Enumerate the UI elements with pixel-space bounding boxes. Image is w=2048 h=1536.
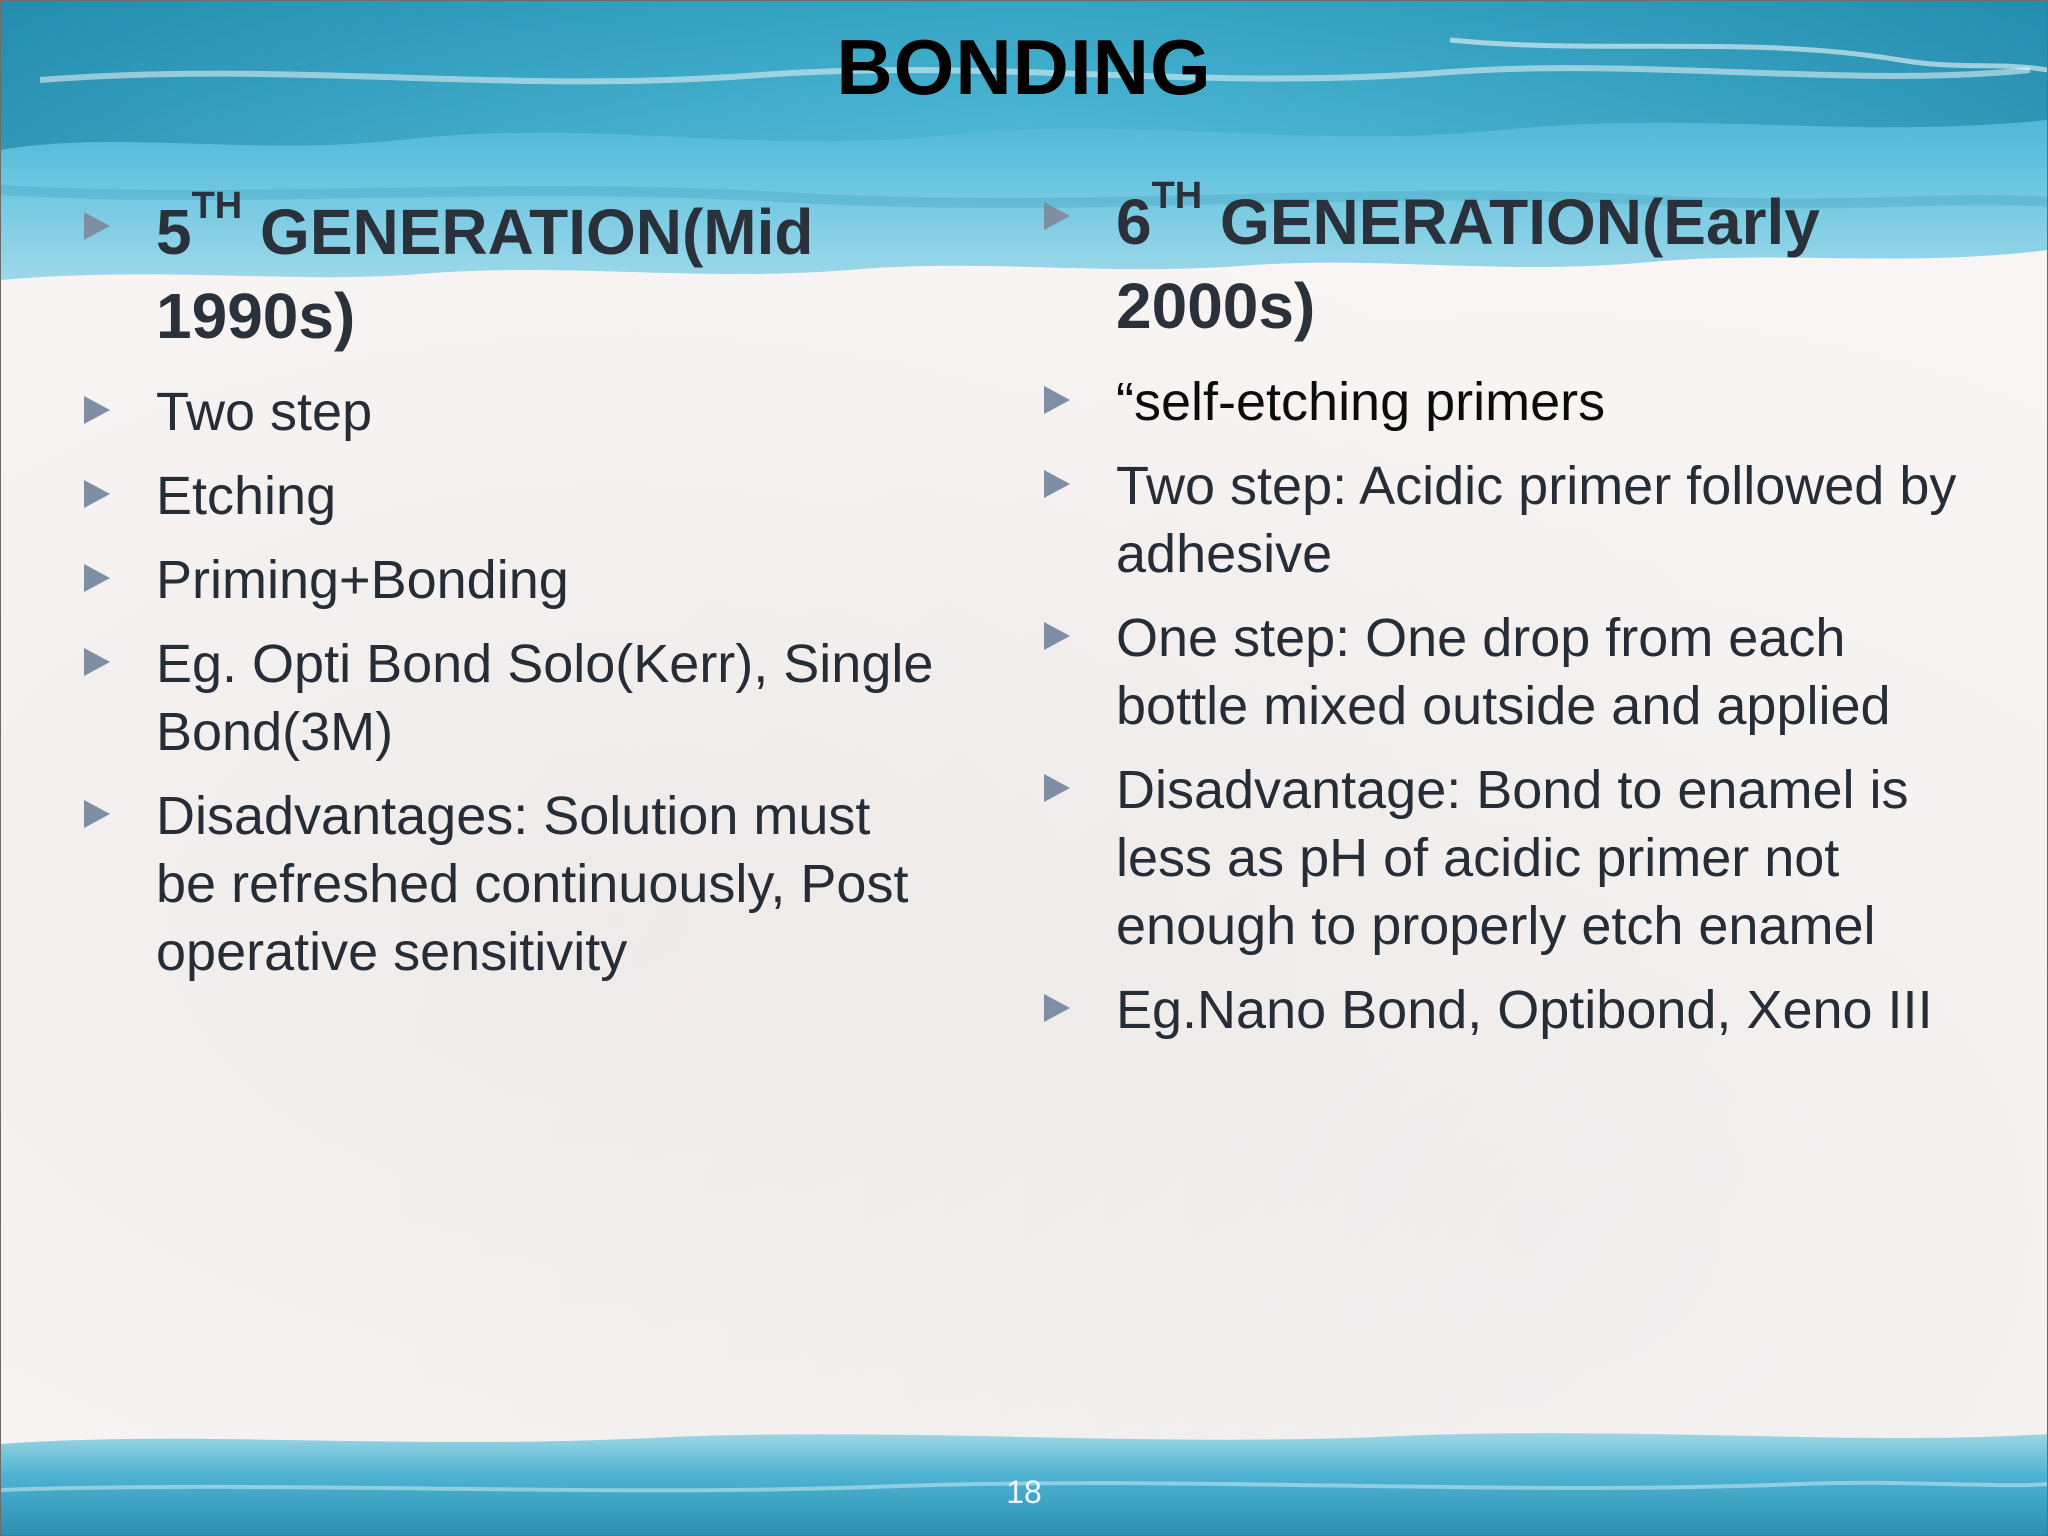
list-item	[1042, 756, 1962, 960]
left-column-list	[82, 185, 942, 1002]
bullet-arrow-icon	[1044, 470, 1070, 498]
list-item	[82, 782, 942, 986]
left-column-heading	[82, 185, 942, 358]
right-column-heading	[1042, 175, 1962, 348]
heading-text: GENERATION(Early 2000s)	[1116, 186, 1820, 342]
list-item	[82, 462, 942, 530]
list-item-text: Disadvantage: Bond to enamel is less as pH of acidic primer not enough to properly etch enamel	[1116, 760, 1909, 956]
list-item	[1042, 604, 1962, 740]
bullet-arrow-icon	[84, 564, 110, 592]
list-item	[1042, 368, 1962, 436]
bullet-arrow-icon	[1044, 202, 1070, 230]
heading-text: GENERATION(Mid 1990s)	[156, 196, 814, 352]
heading-superscript: TH	[1151, 175, 1203, 217]
list-item-text: “self-etching primers	[1116, 372, 1606, 432]
heading-number: 6	[1116, 186, 1152, 258]
list-item-text: Eg.Nano Bond, Optibond, Xeno III	[1116, 980, 1933, 1040]
list-item	[82, 630, 942, 766]
list-item-text: Two step: Acidic primer followed by adhesive	[1116, 456, 1957, 584]
list-item-text: Etching	[156, 466, 337, 526]
right-column-list	[1042, 175, 1962, 1060]
list-item-text: Two step	[156, 382, 373, 442]
list-item	[82, 378, 942, 446]
list-item-text: Disadvantages: Solution must be refreshed continuously, Post operative sensitivity	[156, 786, 909, 982]
bullet-arrow-icon	[84, 648, 110, 676]
bullet-arrow-icon	[1044, 774, 1070, 802]
list-item	[1042, 976, 1962, 1044]
bullet-arrow-icon	[84, 212, 110, 240]
heading-number: 5	[156, 196, 192, 268]
list-item	[82, 546, 942, 614]
bullet-arrow-icon	[84, 800, 110, 828]
page-number: 18	[1006, 1474, 1042, 1510]
heading-superscript: TH	[191, 185, 243, 227]
bullet-arrow-icon	[1044, 622, 1070, 650]
list-item-text: One step: One drop from each bottle mixed outside and applied	[1116, 608, 1891, 736]
list-item	[1042, 452, 1962, 588]
bullet-arrow-icon	[1044, 386, 1070, 414]
slide-title: BONDING	[836, 23, 1212, 111]
list-item-text: Eg. Opti Bond Solo(Kerr), Single Bond(3M)	[156, 634, 934, 762]
bullet-arrow-icon	[84, 396, 110, 424]
list-item-text: Priming+Bonding	[156, 550, 569, 610]
bullet-arrow-icon	[84, 480, 110, 508]
bullet-arrow-icon	[1044, 994, 1070, 1022]
